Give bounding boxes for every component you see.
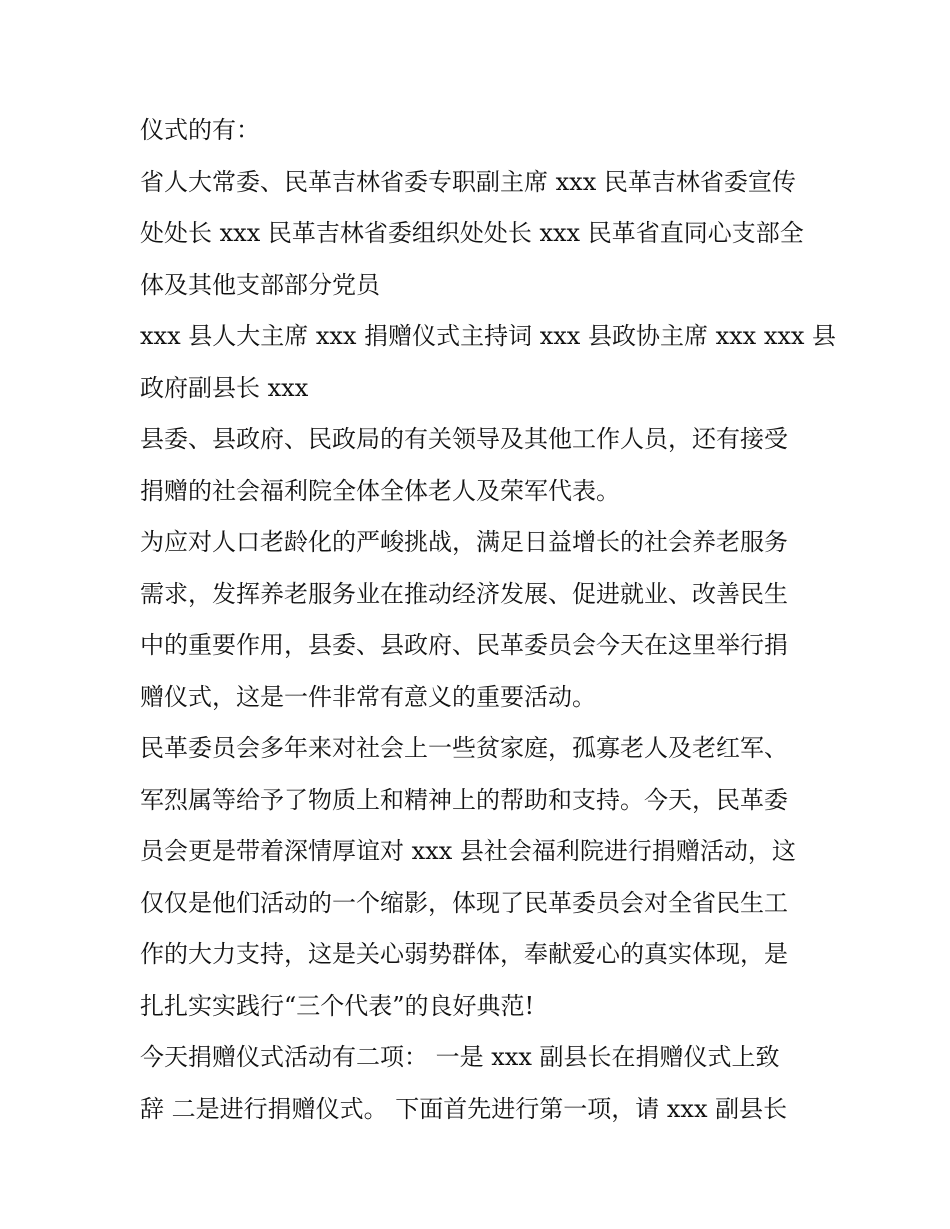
text-line: 政府副县长 xxx	[140, 373, 309, 402]
text-line: 中的重要作用，县委、县政府、民革委员会今天在这里举行捐	[140, 631, 788, 659]
text-line: 作的大力支持，这是关心弱势群体，奉献爱心的真实体现，是	[140, 940, 788, 968]
text-line: 体及其他支部部分党员	[140, 270, 380, 299]
text-line: 仪式的有：	[140, 116, 260, 144]
text-line: 捐赠的社会福利院全体全体老人及荣军代表。	[140, 476, 620, 505]
text-line: 省人大常委、民革吉林省委专职副主席 xxx 民革吉林省委宣传	[140, 167, 796, 196]
text-line: 员会更是带着深情厚谊对 xxx 县社会福利院进行捐赠活动，这	[140, 837, 796, 865]
text-line: 为应对人口老龄化的严峻挑战，满足日益增长的社会养老服务	[140, 528, 788, 556]
text-line: 民革委员会多年来对社会上一些贫家庭，孤寡老人及老红军、	[140, 734, 788, 762]
text-line: 赠仪式，这是一件非常有意义的重要活动。	[140, 682, 596, 711]
text-line: 县委、县政府、民政局的有关领导及其他工作人员，还有接受	[140, 425, 788, 453]
text-line: 仅仅是他们活动的一个缩影，体现了民革委员会对全省民生工	[140, 888, 788, 917]
text-line: 扎扎实实践行“三个代表”的良好典范!	[140, 991, 535, 1020]
text-line: 军烈属等给予了物质上和精神上的帮助和支持。今天，民革委	[140, 785, 788, 814]
document-body	[140, 105, 837, 1135]
text-line: 处处长 xxx 民革吉林省委组织处处长 xxx 民革省直同心支部全	[140, 219, 804, 247]
text-line: 辞 二是进行捐赠仪式。 下面首先进行第一项，请 xxx 副县长	[140, 1094, 788, 1123]
text-line: 需求，发挥养老服务业在推动经济发展、促进就业、改善民生	[140, 579, 788, 608]
text-line: 今天捐赠仪式活动有二项： 一是 xxx 副县长在捐赠仪式上致	[140, 1043, 780, 1071]
text-line: xxx 县人大主席 xxx 捐赠仪式主持词 xxx 县政协主席 xxx xxx 县	[140, 322, 837, 350]
